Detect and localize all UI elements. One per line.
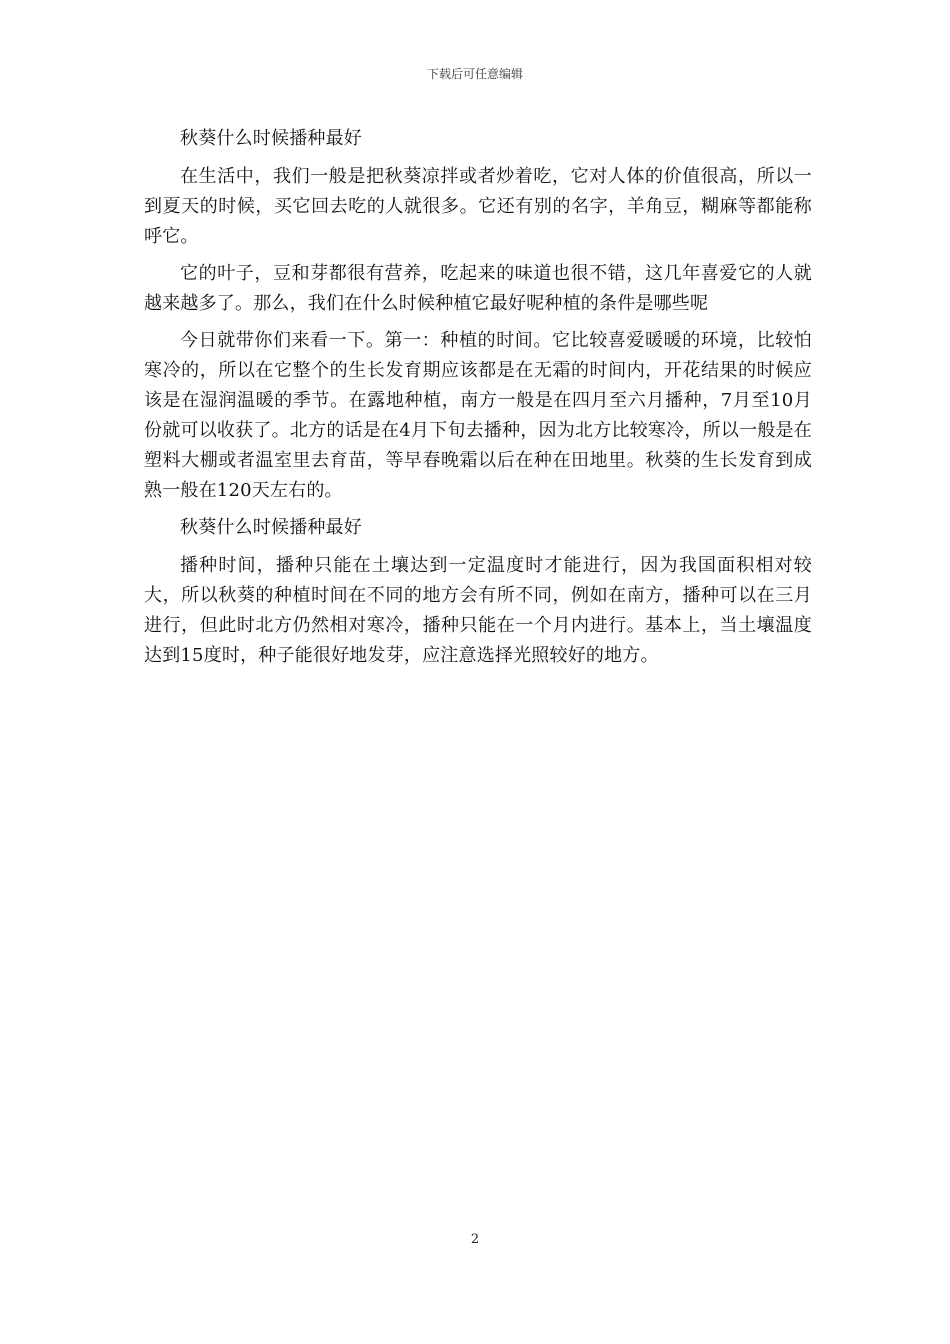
paragraph: 在生活中，我们一般是把秋葵凉拌或者炒着吃，它对人体的价值很高，所以一到夏天的时候，买它回去吃的人就很多。它还有别的名字，羊角豆，糊麻等都能称呼它。 [144, 166, 812, 247]
paragraph: 播种时间，播种只能在土壤达到一定温度时才能进行，因为我国面积相对较大，所以秋葵的种植时间在不同的地方会有所不同，例如在南方，播种可以在三月进行，但此时北方仍然相对寒冷，播种只能在一个月内进行。基本上，当土壤温度达到15度时，种子能很好地发芽，应注意选择光照较好的地方。 [144, 555, 812, 666]
paragraph: 今日就带你们来看一下。第一：种植的时间。它比较喜爱暖暖的环境，比较怕寒冷的，所以在它整个的生长发育期应该都是在无霜的时间内，开花结果的时候应该是在湿润温暖的季节。在露地种植，南方一般是在四月至六月播种，7月至10月份就可以收获了。北方的话是在4月下旬去播种，因为北方比较寒冷，所以一般是在塑料大棚或者温室里去育苗，等早春晚霜以后在种在田地里。秋葵的生长发育到成熟一般在120天左右的。 [144, 330, 812, 501]
section-heading: 秋葵什么时候播种最好 [180, 517, 362, 538]
page-number: 2 [470, 1232, 480, 1247]
paragraph: 它的叶子，豆和芽都很有营养，吃起来的味道也很不错，这几年喜爱它的人就越来越多了。那么，我们在什么时候种植它最好呢种植的条件是哪些呢 [144, 263, 812, 314]
page-header: 下载后可任意编辑 [426, 67, 523, 81]
document-body [144, 124, 812, 678]
section-heading: 秋葵什么时候播种最好 [180, 128, 362, 149]
